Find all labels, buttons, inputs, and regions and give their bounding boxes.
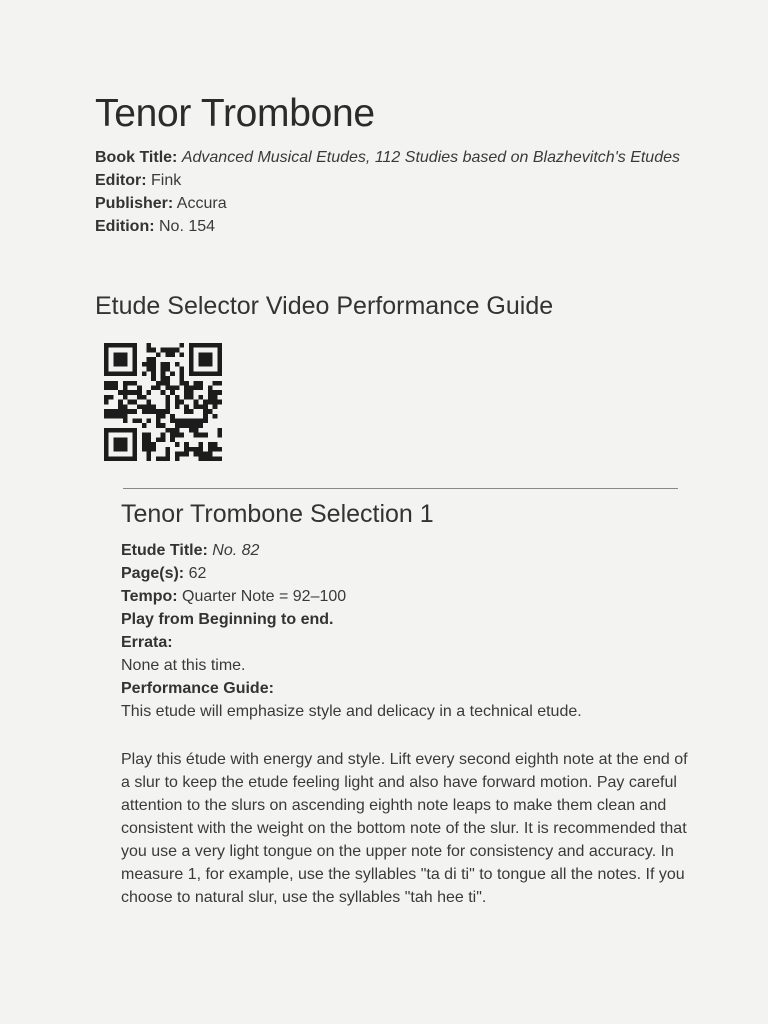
- tempo-line: [121, 585, 701, 608]
- edition-line: [95, 215, 695, 238]
- performance-guide-intro: This etude will emphasize style and delicacy in a technical etude.: [121, 703, 582, 720]
- etude-info: [121, 539, 701, 723]
- etude-title-line: [121, 539, 701, 562]
- publisher-label: Publisher:: [95, 195, 174, 212]
- editor-line: [95, 169, 695, 192]
- performance-guide-paragraph: Play this étude with energy and style. Lift every second eighth note at the end of a slur to keep the etude feeling light and also have forward motion. Pay careful attention to the slurs on ascending eighth note leaps to make them clean and consistent with the weight on the bottom note of the slur. It is recommended that you use a very light tongue on the upper note for consistency and accuracy. In measure 1, for example, use the syllables "ta di ti" to tongue all the notes. If you choose to natural slur, use the syllables "tah hee ti".: [121, 751, 688, 906]
- edition-value: No. 154: [159, 218, 216, 235]
- book-title-label: Book Title:: [95, 149, 178, 166]
- editor-label: Editor:: [95, 172, 147, 189]
- book-title-line: [95, 146, 695, 169]
- book-title-value: Advanced Musical Etudes, 112 Studies based on Blazhevitch's Etudes: [181, 149, 680, 166]
- publisher-value: Accura: [176, 195, 227, 212]
- errata-value: None at this time.: [121, 657, 246, 674]
- editor-value: Fink: [151, 172, 182, 189]
- section-divider: [123, 488, 678, 489]
- errata-label: Errata:: [121, 634, 173, 651]
- publisher-line: [95, 192, 695, 215]
- pages-label: Page(s):: [121, 565, 185, 582]
- etude-title-label: Etude Title:: [121, 542, 208, 559]
- selection-title: Tenor Trombone Selection 1: [121, 500, 434, 528]
- pages-line: [121, 562, 701, 585]
- etude-title-value: No. 82: [212, 542, 260, 559]
- qr-code-icon[interactable]: [104, 342, 222, 462]
- play-instruction: Play from Beginning to end.: [121, 611, 334, 628]
- book-info: [95, 146, 695, 238]
- page-title: Tenor Trombone: [95, 92, 375, 135]
- tempo-label: Tempo:: [121, 588, 178, 605]
- guide-title: Etude Selector Video Performance Guide: [95, 292, 554, 320]
- pages-value: 62: [188, 565, 207, 582]
- performance-guide-label: Performance Guide:: [121, 680, 274, 697]
- edition-label: Edition:: [95, 218, 155, 235]
- tempo-value: Quarter Note = 92–100: [182, 588, 347, 605]
